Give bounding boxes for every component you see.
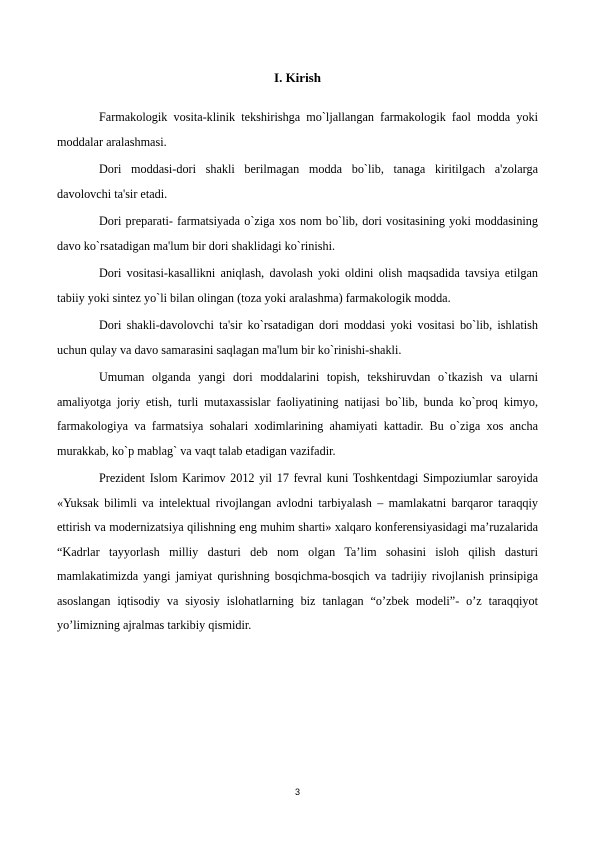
paragraph-new-drug-discovery: Umuman olganda yangi dori moddalarini topish, tekshiruvdan o`tkazish va ularni amaliyotga joriy etish, turli mutaxassislar faoliyatining natijasi bo`lib, bunda ko`proq kimyo, farmakologiya va farmatsiya sohalari xodimlarining ahamiyati kattadir. Bu o`ziga xos ancha murakkab, ko`p mablag` va vaqt talab etadigan vazifadir.	[57, 370, 538, 458]
paragraph-dosage-form: Dori shakli-davolovchi ta'sir ko`rsatadigan dori moddasi yoki vositasi bo`lib, ishlatish uchun qulay va davo samarasini saqlagan ma'lum bir ko`rinishi-shakli.	[57, 318, 538, 357]
section-title: I. Kirish	[274, 70, 321, 85]
paragraph-drug-substance: Dori moddasi-dori shakli berilmagan modda bo`lib, tanaga kiritilgach a'zolarga davolovchi ta'sir etadi.	[57, 162, 538, 201]
body-text	[57, 105, 538, 641]
paragraph-drug-preparation: Dori preparati- farmatsiyada o`ziga xos nom bo`lib, dori vositasining yoki moddasining davo ko`rsatadigan ma'lum bir dori shaklidagi ko`rinishi.	[57, 214, 538, 253]
paragraph-pharmacological-agent: Farmakologik vosita-klinik tekshirishga mo`ljallangan farmakologik faol modda yoki moddalar aralashmasi.	[57, 110, 538, 149]
paragraph-medicinal-product: Dori vositasi-kasallikni aniqlash, davolash yoki oldini olish maqsadida tavsiya etilgan tabiiy yoki sintez yo`li bilan olingan (toza yoki aralashma) farmakologik modda.	[57, 266, 538, 305]
page-number: 3	[294, 787, 300, 797]
paragraph-president-conference: Prezident Islom Karimov 2012 yil 17 fevral kuni Toshkentdagi Simpoziumlar saroyida «Yuksak bilimli va intelektual rivojlangan avlodni tarbiyalash – mamlakatni barqaror taraqqiy ettirish va modernizatsiya qilishning eng muhim sharti» xalqaro konferensiyasidagi ma’ruzalarida “Kadrlar tayyorlash milliy dasturi deb nom olgan Ta’lim sohasini isloh qilish dasturi mamlakatimizda yangi jamiyat qurishning bosqichma-bosqich va tadrijiy rivojlanish prinsipiga asoslangan iqtisodiy va siyosiy islohatlarning biz tanlagan “o’zbek modeli”- o’z taraqqiyot yo’limizning ajralmas tarkibiy qismidir.	[57, 471, 538, 632]
